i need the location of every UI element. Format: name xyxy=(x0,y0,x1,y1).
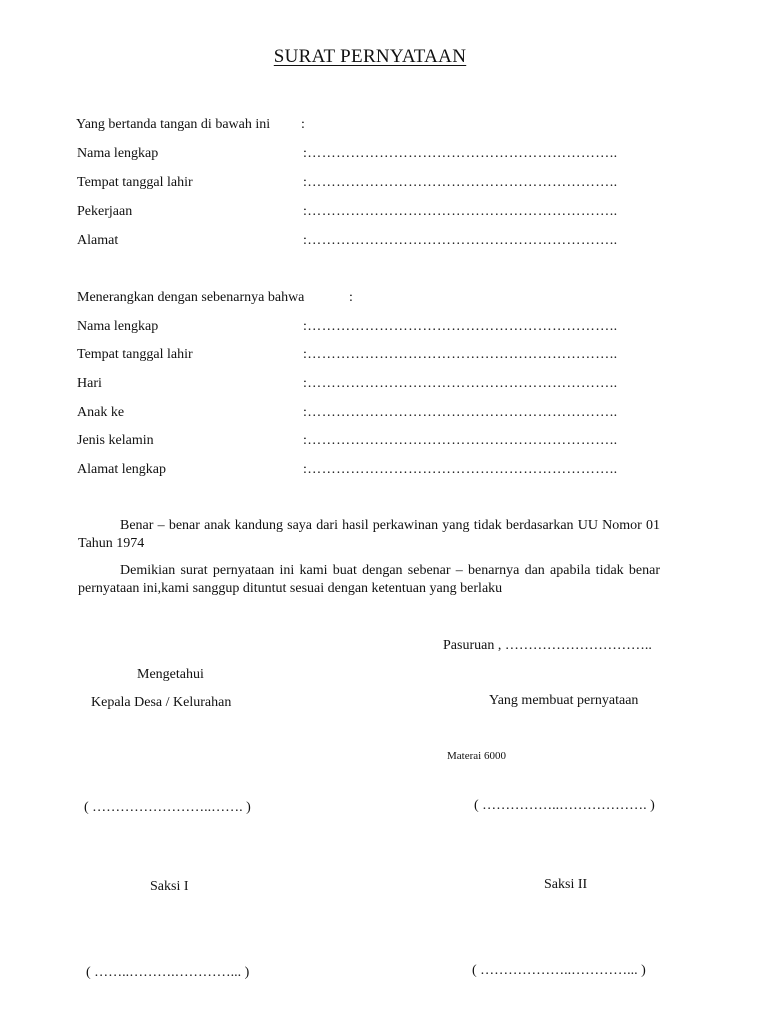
section2-intro-colon: : xyxy=(349,290,353,305)
field-label: Alamat lengkap xyxy=(77,462,167,477)
saksi2-signature-line: ( ………………..…………... ) xyxy=(472,963,646,978)
pembuat-signature-line: ( ……………..………………. ) xyxy=(474,798,655,813)
field-blank: :……………………………………………………….. xyxy=(303,204,618,219)
field-blank: :……………………………………………………….. xyxy=(303,175,618,190)
field-label: Jenis kelamin xyxy=(77,433,154,448)
section1-intro-colon: : xyxy=(301,117,305,132)
field-label: Pekerjaan xyxy=(77,204,133,219)
field-blank: :……………………………………………………….. xyxy=(303,319,618,334)
field-label: Tempat tanggal lahir xyxy=(77,347,193,362)
field-blank: :……………………………………………………….. xyxy=(303,233,618,248)
saksi1-label: Saksi I xyxy=(150,879,189,894)
field-label: Tempat tanggal lahir xyxy=(77,175,193,190)
field-label: Alamat xyxy=(77,233,119,248)
page-title: SURAT PERNYATAAN xyxy=(273,46,467,67)
saksi2-label: Saksi II xyxy=(544,877,588,892)
field-label: Hari xyxy=(77,376,102,391)
closing-paragraph: Demikian surat pernyataan ini kami buat dengan sebenar – benarnya dan apabila tidak benar pernyataan ini,kami sanggup dituntut sesuai dengan ketentuan yang berlaku xyxy=(78,563,660,596)
materai-label: Materai 6000 xyxy=(447,750,506,762)
mengetahui-label: Mengetahui xyxy=(137,667,204,682)
field-blank: :……………………………………………………….. xyxy=(303,433,618,448)
field-blank: :……………………………………………………….. xyxy=(303,376,618,391)
kepala-desa-label: Kepala Desa / Kelurahan xyxy=(91,695,232,710)
yang-membuat-label: Yang membuat pernyataan xyxy=(489,693,639,708)
section2-intro: Menerangkan dengan sebenarnya bahwa xyxy=(77,290,305,305)
field-label: Nama lengkap xyxy=(77,146,159,161)
statement-paragraph: Benar – benar anak kandung saya dari hasil perkawinan yang tidak berdasarkan UU Nomor 01 Tahun 1974 xyxy=(78,518,660,551)
saksi1-signature-line: ( ……..……….…………... ) xyxy=(86,965,250,980)
field-label: Nama lengkap xyxy=(77,319,159,334)
field-label: Anak ke xyxy=(77,405,125,420)
field-blank: :……………………………………………………….. xyxy=(303,462,618,477)
field-blank: :……………………………………………………….. xyxy=(303,146,618,161)
field-blank: :……………………………………………………….. xyxy=(303,405,618,420)
kepala-desa-signature-line: ( ……………………..……. ) xyxy=(84,800,251,815)
place-date: Pasuruan , ………………………….. xyxy=(443,638,652,653)
section1-intro: Yang bertanda tangan di bawah ini xyxy=(76,117,271,132)
field-blank: :……………………………………………………….. xyxy=(303,347,618,362)
